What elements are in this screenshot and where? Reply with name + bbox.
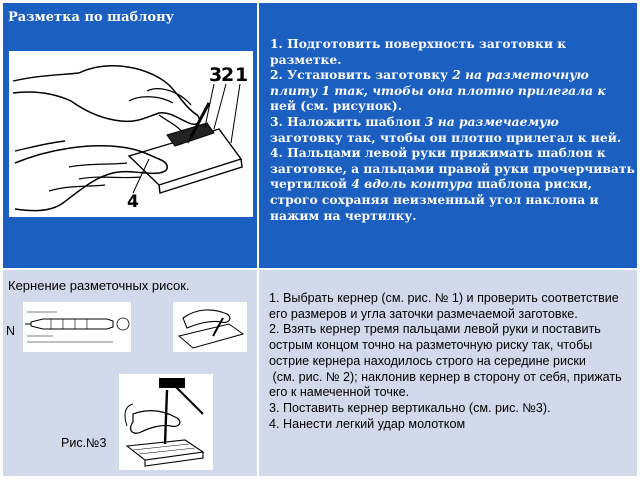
step-4-emphasis: 4 вдоль контура (351, 176, 473, 192)
punching-title: Кернение разметочных рисок. (8, 278, 190, 293)
center-punch-drawing (23, 302, 131, 352)
punch-step-2: 2. Взять кернер тремя пальцами левой руки и поставить острым концом точно на разметочную риску так, чтобы острие кернера находилось строго на середине риски (269, 322, 601, 368)
step-2-emphasis: 2 на разметочную плиту 1 так, чтобы она плотно прилегала к (270, 67, 606, 98)
template-marking-drawing (9, 51, 253, 217)
step-4 (270, 145, 635, 223)
step-3 (270, 114, 635, 145)
step-2-tail: ней (см. рисунок). (270, 98, 403, 114)
figure-label-2: 2 (221, 64, 235, 86)
punching-steps (269, 291, 635, 432)
template-marking-steps-cell (259, 3, 637, 268)
vertical-punch-drawing (119, 374, 213, 470)
figure-label-1: 1 (235, 64, 249, 86)
step-3-tail: заготовку так, чтобы он плотно прилегал к ней. (270, 129, 622, 145)
vertical-punch-figure (119, 374, 213, 470)
step-3-emphasis: 3 на размечаемую (424, 113, 559, 129)
punching-steps-cell (259, 270, 637, 476)
center-punch-figure (23, 302, 131, 352)
n-mark: N (6, 324, 16, 338)
punch-step-3: 3. Поставить кернер вертикально (см. рис. №3). (269, 400, 551, 415)
punch-step-4: 4. Нанести легкий удар молотком (269, 416, 466, 431)
template-marking-figure (9, 51, 253, 217)
punch-on-line-drawing (173, 302, 247, 352)
figure-3-label: Рис.№3 (61, 436, 107, 450)
figure-label-3: 3 (209, 64, 223, 86)
step-1 (270, 36, 635, 67)
punch-on-line-figure (173, 302, 247, 352)
figure-label-4: 4 (127, 192, 139, 212)
step-3-text: 3. Наложить шаблон (270, 113, 425, 129)
punching-cell (3, 270, 257, 476)
step-4-tail: шаблона риски, строго сохраняя неизменный угол наклона и нажим на чертилку. (270, 176, 599, 223)
template-marking-steps (270, 36, 635, 223)
step-2-text: 2. Установить заготовку (270, 67, 453, 83)
punch-step-2-cont: (см. рис. № 2); наклонив кернер в сторону от себя, прижать его к намеченной точке. (269, 369, 626, 400)
step-1-text: 1. Подготовить поверхность заготовки к разметке. (270, 36, 567, 67)
step-4-text: 4. Пальцами левой руки прижимать шаблон к заготовке, а пальцами правой руки прочерчивать чертилкой (270, 145, 635, 192)
punch-step-1: 1. Выбрать кернер (см. рис. № 1) и проверить соответствие его размеров и угла заточки размечаемой заготовке. (269, 291, 619, 321)
template-marking-title: Разметка по шаблону (8, 10, 174, 25)
template-marking-cell (3, 3, 257, 268)
step-2 (270, 67, 635, 114)
